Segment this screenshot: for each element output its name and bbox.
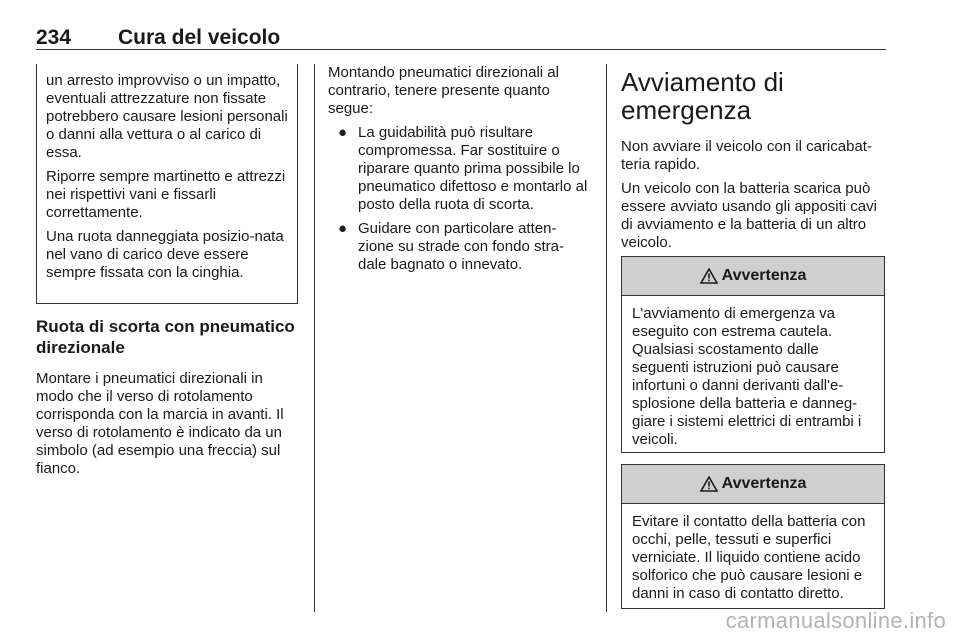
continued-warning-box (36, 64, 298, 304)
emergency-start-title: Avviamento di emergenza (621, 67, 784, 125)
directional-intro: Montando pneumatici direzionali al contrario, tenere presente quanto segue: (328, 64, 559, 117)
bullet-text-1: La guidabilità può risultare compromessa. Far sostituire o riparare quanto prima possibile lo pneumatico difettoso e montarlo al posto della ruota di scorta. (358, 124, 588, 213)
column-3 (621, 64, 885, 258)
header-rule (36, 49, 886, 50)
emergency-paragraph-1: Non avviare il veicolo con il caricabat-teria rapido. (621, 138, 872, 173)
section-title: Cura del veicolo (118, 26, 281, 49)
column-divider-1 (314, 64, 315, 612)
warning-triangle-icon (700, 268, 718, 284)
column-divider-2 (606, 64, 607, 612)
box-paragraph-2: Riporre sempre martinetto e attrezzi nei rispettivi vani e fissarli correttamente. (46, 168, 286, 221)
spare-tire-paragraph: Montare i pneumatici direzionali in modo che il verso di rotolamento corrisponda con la marcia in avanti. Il verso di rotolamento è indicato da un simbolo (ad esempio una freccia) sul fianco. (36, 370, 284, 477)
column-1-section (36, 316, 300, 484)
warning-body-1 (622, 296, 884, 457)
column-2 (328, 64, 590, 280)
warning-heading-1: Avvertenza (721, 267, 807, 284)
warning-box-1 (621, 256, 885, 453)
page-header (36, 26, 886, 56)
watermark: carmanualsonline.info (725, 608, 946, 633)
bullet-icon: ● (338, 220, 348, 237)
list-item (328, 124, 590, 214)
box-paragraph-1: un arresto improvviso o un impatto, eventuali attrezzature non fissate potrebbero causare lesioni personali o danni alla vettura o al carico di essa. (46, 72, 288, 161)
bullet-text-2: Guidare con particolare atten-zione su strade con fondo stra-dale bagnato o innevato. (358, 220, 564, 273)
warning-text-1: L'avviamento di emergenza va eseguito con estrema cautela. Qualsiasi scostamento dalle seguenti istruzioni può causare infortuni o danni derivanti dall'e-splosione della batteria e danneg-giare i sistemi elettrici di entrambi i veicoli. (632, 305, 862, 448)
warning-text-2: Evitare il contatto della batteria con occhi, pelle, tessuti e superfici verniciate. Il liquido contiene acido solforico che può causare lesioni e danni in caso di contatto diretto. (632, 513, 866, 602)
warning-triangle-icon (700, 476, 718, 492)
box-paragraph-3: Una ruota danneggiata posizio-nata nel vano di carico deve essere sempre fissata con la cinghia. (46, 228, 284, 281)
bullet-icon: ● (338, 124, 348, 141)
warning-box-2 (621, 464, 885, 609)
list-item (328, 220, 590, 274)
emergency-paragraph-2: Un veicolo con la batteria scarica può essere avviato usando gli appositi cavi di avviamento e la batteria di un altro veicolo. (621, 180, 877, 251)
warning-header-2 (622, 465, 884, 504)
warning-header-1 (622, 257, 884, 296)
page-number: 234 (36, 26, 72, 49)
subheading-spare-tire: Ruota di scorta con pneumatico direzionale (36, 317, 295, 357)
bullet-list (328, 124, 590, 274)
warning-heading-2: Avvertenza (721, 475, 807, 492)
warning-body-2 (622, 504, 884, 611)
